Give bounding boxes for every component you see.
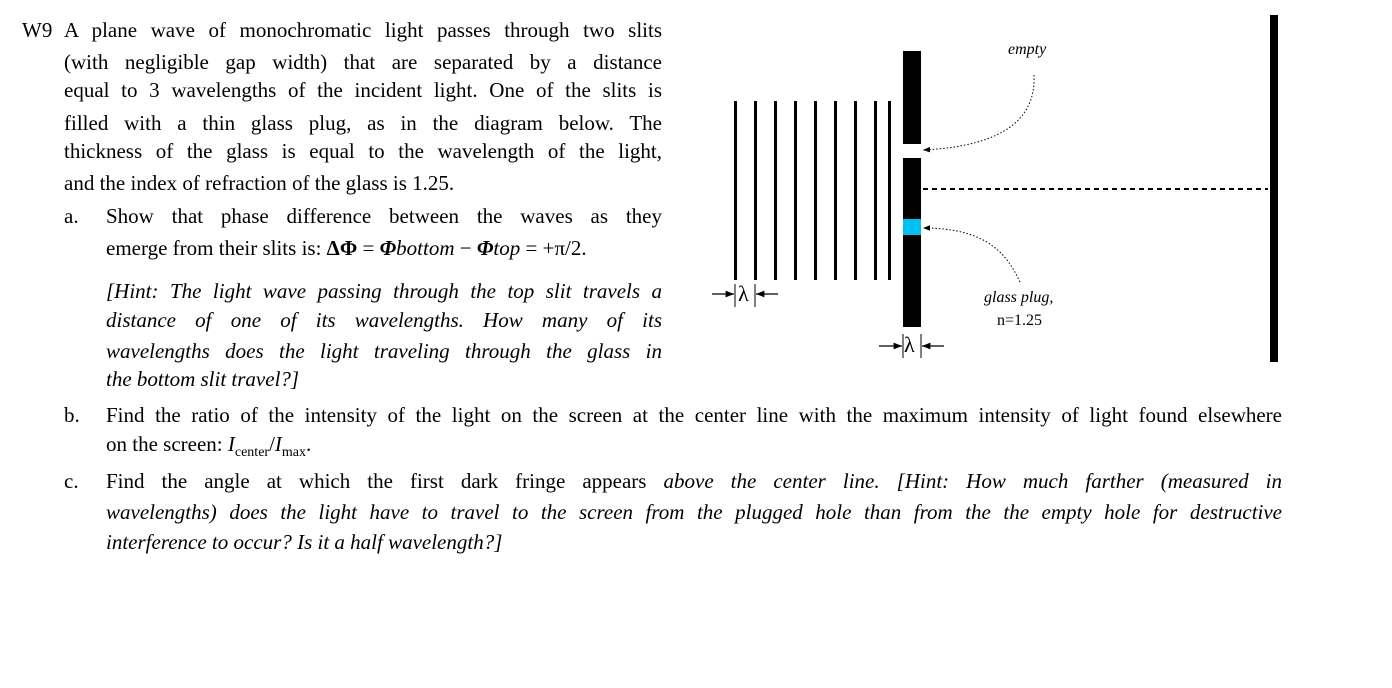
part-b-marker: b. (64, 403, 80, 427)
lambda-label: λ (738, 281, 749, 306)
screen (1270, 15, 1278, 362)
glass-plug-pointer (923, 228, 1020, 282)
part-a-hint-2: distance of one of its wavelengths. How many of its (106, 308, 662, 332)
empty-slit-pointer (923, 75, 1034, 150)
part-c-line-1: Find the angle at which the first dark fringe appears above the center line. [Hint: How much farther (measured in (106, 469, 1282, 493)
intro-line-2: (with negligible gap width) that are separated by a distance (64, 50, 662, 74)
wavefront (774, 101, 777, 280)
empty-slit-label: empty (1008, 41, 1047, 58)
intro-line-6: and the index of refraction of the glass is 1.25. (64, 171, 455, 195)
wavefront (854, 101, 857, 280)
wavefront (874, 101, 877, 280)
wavefront (734, 101, 737, 280)
phase-formula: ΔΦ = Φbottom − Φtop = +π/2. (326, 236, 587, 260)
intensity-ratio: $I_{center}/I_{max}$. (227, 432, 312, 460)
part-b-line-1: Find the ratio of the intensity of the light on the screen at the center line with the maximum intensity of light found elsewhere (106, 403, 1282, 427)
part-a-hint-1: [Hint: The light wave passing through the top slit travels a (106, 279, 662, 303)
problem-id: W9 (22, 18, 53, 42)
glass-plug-label: glass plug, (984, 289, 1054, 306)
part-a-line-2: emerge from their slits is: ΔΦ = Φbottom − Φtop = +π/2. (106, 236, 587, 260)
wavefronts (734, 101, 891, 280)
intro-line-5: thickness of the glass is equal to the wavelength of the light, (64, 139, 662, 163)
part-c-line-3: interference to occur? Is it a half wavelength?] (106, 530, 503, 554)
wavefront (888, 101, 891, 280)
wavefront (794, 101, 797, 280)
intro-line-3: equal to 3 wavelengths of the incident light. One of the slits is (64, 78, 662, 102)
barrier-top (903, 51, 921, 144)
glass-index-label: n=1.25 (997, 312, 1043, 329)
wavefront (834, 101, 837, 280)
glass-plug (903, 219, 921, 235)
barrier-middle (903, 158, 921, 219)
part-a-marker: a. (64, 204, 79, 228)
part-a-hint-3: wavelengths does the light traveling through the glass in (106, 339, 662, 363)
part-a-line-1: Show that phase difference between the waves as they (106, 204, 662, 228)
intro-line-4: filled with a thin glass plug, as in the diagram below. The (64, 111, 662, 135)
wavefront (814, 101, 817, 280)
lambda-label: λ (904, 332, 915, 357)
part-c-line-2: wavelengths) does the light have to travel to the screen from the plugged hole than from the the empty hole for destructive (106, 500, 1282, 524)
barrier-bottom (903, 235, 921, 327)
part-b-line-2: on the screen: $I_{center}/I_{max}$. (106, 432, 312, 460)
part-a-hint-4: the bottom slit travel?] (106, 367, 300, 391)
intro-line-1: A plane wave of monochromatic light passes through two slits (64, 18, 662, 42)
wavefront (754, 101, 757, 280)
part-c-marker: c. (64, 469, 79, 493)
